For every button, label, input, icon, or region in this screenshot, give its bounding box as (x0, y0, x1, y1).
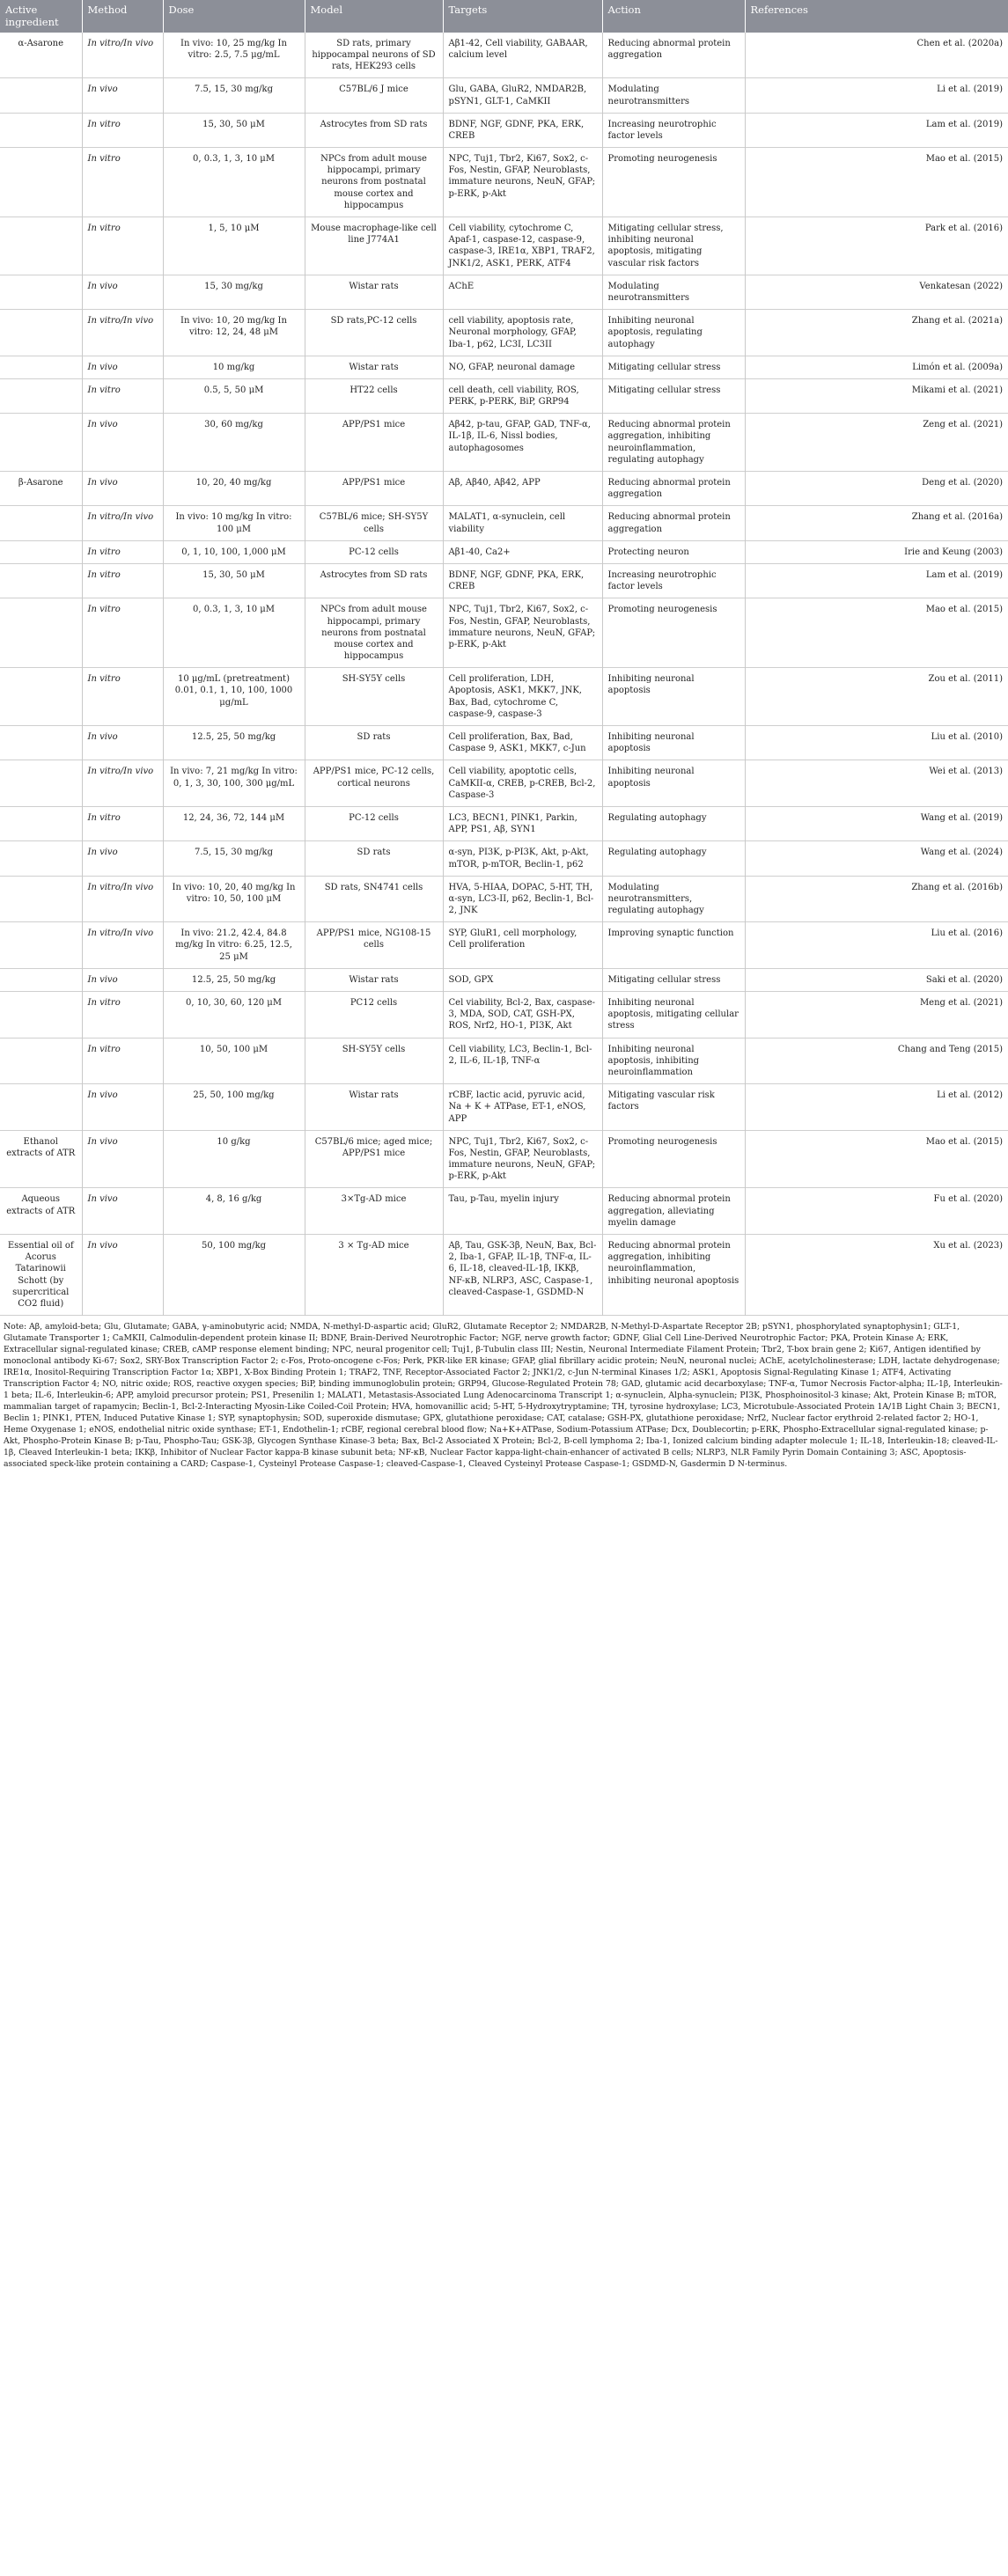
table-row (0, 113, 1008, 147)
cell-model: 3×Tg-AD mice (305, 1188, 443, 1235)
cell-targets: BDNF, NGF, GDNF, PKA, ERK, CREB (443, 113, 602, 147)
cell-ingredient: Aqueous extracts of ATR (0, 1188, 82, 1235)
cell-targets: Cell proliferation, Bax, Bad, Caspase 9, ASK1, MKK7, c-Jun (443, 726, 602, 760)
cell-method: In vivo (82, 726, 163, 760)
cell-reference: Xu et al. (2023) (933, 1241, 1003, 1251)
cell-model: APP/PS1 mice, NG108-15 cells (305, 922, 443, 969)
cell-method: In vitro (82, 113, 163, 147)
cell-dose: 25, 50, 100 mg/kg (163, 1084, 305, 1131)
cell-targets: NO, GFAP, neuronal damage (443, 356, 602, 378)
cell-method: In vitro/In vivo (82, 33, 163, 78)
cell-reference: Zhang et al. (2016b) (911, 882, 1003, 892)
cell-method: In vitro/In vivo (82, 506, 163, 540)
cell-ingredient (0, 414, 82, 472)
cell-reference: Venkatesan (2022) (919, 281, 1003, 291)
cell-dose: In vivo: 10, 20 mg/kg In vitro: 12, 24, 48 μM (163, 310, 305, 356)
cell-method: In vivo (82, 275, 163, 309)
cell-model: Astrocytes from SD rats (305, 113, 443, 147)
cell-dose: 12, 24, 36, 72, 144 μM (163, 806, 305, 840)
cell-targets: LC3, BECN1, PINK1, Parkin, APP, PS1, Aβ, SYN1 (443, 806, 602, 840)
cell-method: In vivo (82, 1130, 163, 1188)
cell-model: SD rats,PC-12 cells (305, 310, 443, 356)
cell-targets: NPC, Tuj1, Tbr2, Ki67, Sox2, c-Fos, Nestin, GFAP, Neuroblasts, immature neurons, NeuN, GFAP; p-ERK, p-Akt (443, 148, 602, 217)
cell-dose: In vivo: 21.2, 42.4, 84.8 mg/kg In vitro: 6.25, 12.5, 25 μM (163, 922, 305, 969)
cell-ingredient (0, 760, 82, 807)
cell-method: In vitro (82, 992, 163, 1038)
cell-model: Astrocytes from SD rats (305, 563, 443, 598)
cell-method: In vivo (82, 356, 163, 378)
cell-targets: Aβ1-42, Cell viability, GABAAR, calcium level (443, 33, 602, 78)
cell-action: Inhibiting neuronal apoptosis, mitigating cellular stress (602, 992, 745, 1038)
cell-method: In vivo (82, 841, 163, 876)
cell-reference: Fu et al. (2020) (933, 1194, 1003, 1205)
cell-targets: Aβ, Aβ40, Aβ42, APP (443, 472, 602, 506)
cell-model: PC12 cells (305, 992, 443, 1038)
table-row (0, 148, 1008, 217)
cell-reference: Zhang et al. (2021a) (911, 316, 1003, 327)
header-targets: Targets (443, 0, 602, 33)
cell-targets: α-syn, PI3K, p-PI3K, Akt, p-Akt, mTOR, p-mTOR, Beclin-1, p62 (443, 841, 602, 876)
cell-action: Inhibiting neuronal apoptosis (602, 726, 745, 760)
cell-method: In vivo (82, 414, 163, 472)
cell-action: Regulating autophagy (602, 841, 745, 876)
cell-targets: Cell viability, apoptotic cells, CaMKII-α, CREB, p-CREB, Bcl-2, Caspase-3 (443, 760, 602, 807)
cell-action: Improving synaptic function (602, 922, 745, 969)
header-references: References (745, 0, 1008, 33)
cell-reference: Mao et al. (2015) (925, 1136, 1003, 1147)
cell-reference: Zeng et al. (2021) (923, 420, 1003, 430)
cell-action: Reducing abnormal protein aggregation (602, 33, 745, 78)
cell-dose: 7.5, 15, 30 mg/kg (163, 78, 305, 113)
cell-dose: In vivo: 10, 20, 40 mg/kg In vitro: 10, 50, 100 μM (163, 876, 305, 922)
cell-action: Increasing neurotrophic factor levels (602, 563, 745, 598)
cell-model: HT22 cells (305, 378, 443, 413)
table-footnote: Note: Aβ, amyloid-beta; Glu, Glutamate; GABA, γ-aminobutyric acid; NMDA, N-methyl-D-aspartic acid; GluR2, Glutamate Receptor 2; NMDAR2B, N-Methyl-D-Aspartate Receptor 2B; pSYN1, phosphorylated synaptophysin1; GLT-1, Glutamate Transporter 1; CaMKII, Calmodulin-dependent protein kinase II; BDNF, Brain-Derived Neurotrophic Factor; NGF, nerve growth factor; GDNF, Glial Cell Line-Derived Neurotrophic Factor; PKA, Protein Kinase A; ERK, Extracellular signal-regulated kinase; CREB, cAMP response element binding; NPC, neural progenitor cell; Tuj1, β-Tubulin class III; Nestin, Neuronal Intermediate Filament Protein; Tbr2, T-box brain gene 2; Ki67, Antigen identified by monoclonal antibody Ki-67; Sox2, SRY-Box Transcription Factor 2; c-Fos, Proto-oncogene c-Fos; Perk, PKR-like ER kinase; GFAP, glial fibrillary acidic protein; NeuN, neuronal nuclei; AChE, acetylcholinesterase; LDH, lactate dehydrogenase; IRE1α, Inositol-Requiring Transcription Factor 1α; XBP1, X-Box Binding Protein 1; TRAF2, TNF, Receptor-Associated Factor 2; JNK1/2, c-Jun N-terminal Kinases 1/2; ASK1, Apoptosis Signal-Regulating Kinase 1; ATF4, Activating Transcription Factor 4; NO, nitric oxide; ROS, reactive oxygen species; BiP, binding immunoglobulin protein; GRP94, Glucose-Regulated Protein 78; GAD, glutamic acid decarboxylase; TNF-α, Tumor Necrosis Factor-alpha; IL-1β, Interleukin-1 beta; IL-6, Interleukin-6; APP, amyloid precursor protein; PS1, Presenilin 1; MALAT1, Metastasis-Associated Lung Adenocarcinoma Transcript 1; α-synuclein, Alpha-synuclein; PI3K, Phosphoinositol-3 kinase; Akt, Protein Kinase B; mTOR, mammalian target of rapamycin; Beclin-1, Bcl-2-Interacting Myosin-Like Coiled-Coil Protein; HVA, homovanillic acid; 5-HT, 5-Hydroxytryptamine; TH, tyrosine hydroxylase; LC3, Microtubule-Associated Protein 1A/1B Light Chain 3; BECN1, Beclin 1; PINK1, PTEN, Induced Putative Kinase 1; SYP, synaptophysin; SOD, superoxide dismutase; GPX, glutathione peroxidase; CAT, catalase; GSH-PX, glutathione peroxidase; Nrf2, Nuclear factor erythroid 2-related factor 2; HO-1, Heme Oxygenase 1; eNOS, endothelial nitric oxide synthase; ET-1, Endothelin-1; rCBF, regional cerebral blood flow; Na+K+ATPase, Sodium-Potassium ATPase; Dcx, Doublecortin; p-ERK, Phospho-Extracellular signal-regulated kinase; p-Akt, Phospho-Protein Kinase B; p-Tau, Phospho-Tau; GSK-3β, Glycogen Synthase Kinase-3 beta; Bax, Bcl-2 Associated X Protein; Bcl-2, B-cell lymphoma 2; Iba-1, Ionized calcium binding adapter molecule 1; IL-18, Interleukin-18; cleaved-IL-1β, Cleaved Interleukin-1 beta; IKKβ, Inhibitor of Nuclear Factor kappa-B kinase subunit beta; NF-κB, Nuclear Factor kappa-light-chain-enhancer of activated B cells; NLRP3, NLR Family Pyrin Domain Containing 3; ASC, Apoptosis-associated speck-like protein containing a CARD; Caspase-1, Cysteinyl Protease Caspase-1; cleaved-Caspase-1, Cleaved Cysteinyl Protease Caspase-1; GSDMD-N, Gasdermin D N-terminus. (4, 1322, 1003, 1470)
cell-reference: Wang et al. (2024) (920, 848, 1003, 858)
cell-method: In vitro/In vivo (82, 922, 163, 969)
cell-model: 3 × Tg-AD mice (305, 1235, 443, 1316)
cell-action: Promoting neurogenesis (602, 598, 745, 668)
cell-method: In vitro/In vivo (82, 876, 163, 922)
cell-dose: 10 μg/mL (pretreatment) 0.01, 0.1, 1, 10, 100, 1000 μg/mL (163, 668, 305, 726)
cell-method: In vivo (82, 1188, 163, 1235)
cell-model: SD rats (305, 726, 443, 760)
table-row (0, 876, 1008, 922)
cell-ingredient (0, 968, 82, 991)
cell-dose: 0, 10, 30, 60, 120 μM (163, 992, 305, 1038)
cell-ingredient (0, 668, 82, 726)
cell-reference: Mao et al. (2015) (925, 605, 1003, 615)
cell-reference: Chang and Teng (2015) (897, 1044, 1003, 1054)
cell-reference: Liu et al. (2010) (931, 732, 1003, 742)
cell-ingredient (0, 922, 82, 969)
cell-targets: Glu, GABA, GluR2, NMDAR2B, pSYN1, GLT-1, CaMKII (443, 78, 602, 113)
cell-action: Reducing abnormal protein aggregation, inhibiting neuroinflammation, regulating autophagy (602, 414, 745, 472)
cell-targets: Cell viability, LC3, Beclin-1, Bcl-2, IL-6, IL-1β, TNF-α (443, 1038, 602, 1084)
table-row (0, 33, 1008, 78)
cell-dose: 15, 30, 50 μM (163, 563, 305, 598)
cell-action: Mitigating cellular stress (602, 378, 745, 413)
cell-model: APP/PS1 mice, PC-12 cells, cortical neurons (305, 760, 443, 807)
cell-model: Wistar rats (305, 356, 443, 378)
cell-ingredient: β-Asarone (0, 472, 82, 506)
cell-model: SD rats, SN4741 cells (305, 876, 443, 922)
table-row (0, 760, 1008, 807)
cell-dose: 50, 100 mg/kg (163, 1235, 305, 1316)
cell-action: Mitigating cellular stress (602, 356, 745, 378)
cell-dose: In vivo: 10, 25 mg/kg In vitro: 2.5, 7.5 μg/mL (163, 33, 305, 78)
table-row (0, 668, 1008, 726)
cell-action: Reducing abnormal protein aggregation (602, 472, 745, 506)
cell-targets: Cell viability, cytochrome C, Apaf-1, caspase-12, caspase-9, caspase-3, IRE1α, XBP1, TRAF2, JNK1/2, ASK1, PERK, ATF4 (443, 217, 602, 275)
cell-ingredient: Essential oil of Acorus Tatarinowii Schott (by supercritical CO2 fluid) (0, 1235, 82, 1316)
cell-method: In vivo (82, 968, 163, 991)
cell-model: C57BL/6 J mice (305, 78, 443, 113)
cell-targets: NPC, Tuj1, Tbr2, Ki67, Sox2, c-Fos, Nestin, GFAP, Neuroblasts, immature neurons, NeuN, GFAP; p-ERK, p-Akt (443, 1130, 602, 1188)
cell-ingredient (0, 217, 82, 275)
cell-action: Mitigating cellular stress, inhibiting neuronal apoptosis, mitigating vascular risk factors (602, 217, 745, 275)
cell-action: Reducing abnormal protein aggregation, alleviating myelin damage (602, 1188, 745, 1235)
cell-targets: rCBF, lactic acid, pyruvic acid, Na + K + ATPase, ET-1, eNOS, APP (443, 1084, 602, 1131)
cell-action: Inhibiting neuronal apoptosis, regulating autophagy (602, 310, 745, 356)
cell-action: Mitigating vascular risk factors (602, 1084, 745, 1131)
cell-ingredient (0, 540, 82, 563)
cell-model: SH-SY5Y cells (305, 1038, 443, 1084)
cell-model: SD rats, primary hippocampal neurons of SD rats, HEK293 cells (305, 33, 443, 78)
cell-ingredient (0, 1038, 82, 1084)
cell-targets: Aβ1-40, Ca2+ (443, 540, 602, 563)
cell-action: Reducing abnormal protein aggregation, inhibiting neuroinflammation, inhibiting neuronal apoptosis (602, 1235, 745, 1316)
cell-model: APP/PS1 mice (305, 414, 443, 472)
cell-ingredient (0, 378, 82, 413)
cell-targets: SYP, GluR1, cell morphology, Cell proliferation (443, 922, 602, 969)
table-row (0, 968, 1008, 991)
cell-targets: Tau, p-Tau, myelin injury (443, 1188, 602, 1235)
table-row (0, 275, 1008, 309)
table-row (0, 540, 1008, 563)
cell-reference: Chen et al. (2020a) (916, 38, 1003, 48)
cell-targets: Aβ, Tau, GSK-3β, NeuN, Bax, Bcl-2, Iba-1, GFAP, IL-1β, TNF-α, IL-6, IL-18, cleaved-IL-1β, IKKβ, NF-κB, NLRP3, ASC, Caspase-1, cleaved-Caspase-1, GSDMD-N (443, 1235, 602, 1316)
cell-reference: Deng et al. (2020) (922, 478, 1003, 488)
table-row (0, 563, 1008, 598)
cell-ingredient (0, 1084, 82, 1131)
cell-method: In vitro (82, 148, 163, 217)
table-row (0, 378, 1008, 413)
cell-targets: MALAT1, α-synuclein, cell viability (443, 506, 602, 540)
cell-dose: 10 mg/kg (163, 356, 305, 378)
cell-action: Increasing neurotrophic factor levels (602, 113, 745, 147)
cell-method: In vivo (82, 1084, 163, 1131)
cell-targets: cell death, cell viability, ROS, PERK, p-PERK, BiP, GRP94 (443, 378, 602, 413)
table-row (0, 78, 1008, 113)
table-row (0, 356, 1008, 378)
cell-model: NPCs from adult mouse hippocampi, primary neurons from postnatal mouse cortex and hippocampus (305, 598, 443, 668)
cell-reference: Liu et al. (2016) (931, 928, 1003, 939)
cell-ingredient: α-Asarone (0, 33, 82, 78)
cell-targets: SOD, GPX (443, 968, 602, 991)
cell-method: In vivo (82, 1235, 163, 1316)
cell-ingredient (0, 275, 82, 309)
cell-model: C57BL/6 mice; aged mice; APP/PS1 mice (305, 1130, 443, 1188)
header-method: Method (82, 0, 163, 33)
cell-dose: 4, 8, 16 g/kg (163, 1188, 305, 1235)
cell-method: In vivo (82, 78, 163, 113)
cell-method: In vitro/In vivo (82, 310, 163, 356)
cell-dose: 0, 0.3, 1, 3, 10 μM (163, 598, 305, 668)
table-row (0, 472, 1008, 506)
cell-reference: Zou et al. (2011) (928, 674, 1003, 685)
table-row (0, 217, 1008, 275)
cell-targets: NPC, Tuj1, Tbr2, Ki67, Sox2, c-Fos, Nestin, GFAP, Neuroblasts, immature neurons, NeuN, GFAP; p-ERK, p-Akt (443, 598, 602, 668)
cell-model: NPCs from adult mouse hippocampi, primary neurons from postnatal mouse cortex and hippocampus (305, 148, 443, 217)
cell-action: Promoting neurogenesis (602, 1130, 745, 1188)
cell-model: PC-12 cells (305, 540, 443, 563)
cell-reference: Wang et al. (2019) (920, 812, 1003, 823)
cell-action: Mitigating cellular stress (602, 968, 745, 991)
cell-method: In vitro (82, 598, 163, 668)
cell-action: Inhibiting neuronal apoptosis (602, 760, 745, 807)
cell-method: In vitro (82, 806, 163, 840)
cell-reference: Saki et al. (2020) (925, 974, 1003, 985)
cell-action: Modulating neurotransmitters, regulating autophagy (602, 876, 745, 922)
cell-ingredient (0, 148, 82, 217)
cell-ingredient: Ethanol extracts of ATR (0, 1130, 82, 1188)
cell-reference: Irie and Keung (2003) (904, 547, 1003, 557)
cell-reference: Limón et al. (2009a) (912, 362, 1003, 372)
cell-reference: Meng et al. (2021) (919, 998, 1003, 1008)
cell-method: In vitro (82, 563, 163, 598)
cell-dose: 10 g/kg (163, 1130, 305, 1188)
cell-action: Regulating autophagy (602, 806, 745, 840)
cell-ingredient (0, 992, 82, 1038)
cell-action: Inhibiting neuronal apoptosis (602, 668, 745, 726)
table-body (0, 33, 1008, 1316)
cell-reference: Zhang et al. (2016a) (911, 512, 1003, 523)
cell-ingredient (0, 598, 82, 668)
cell-reference: Lam et al. (2019) (925, 119, 1003, 129)
cell-reference: Wei et al. (2013) (929, 767, 1003, 777)
cell-ingredient (0, 806, 82, 840)
cell-dose: 12.5, 25, 50 mg/kg (163, 726, 305, 760)
cell-method: In vitro (82, 217, 163, 275)
cell-action: Inhibiting neuronal apoptosis, inhibiting neuroinflammation (602, 1038, 745, 1084)
cell-method: In vitro (82, 540, 163, 563)
header-model: Model (305, 0, 443, 33)
table-row (0, 1038, 1008, 1084)
cell-targets: cell viability, apoptosis rate, Neuronal morphology, GFAP, Iba-1, p62, LC3I, LC3II (443, 310, 602, 356)
cell-model: APP/PS1 mice (305, 472, 443, 506)
cell-action: Modulating neurotransmitters (602, 275, 745, 309)
header-row (0, 0, 1008, 33)
header-action: Action (602, 0, 745, 33)
table-header (0, 0, 1008, 33)
cell-action: Reducing abnormal protein aggregation (602, 506, 745, 540)
cell-reference: Mao et al. (2015) (925, 154, 1003, 165)
cell-model: Wistar rats (305, 1084, 443, 1131)
cell-ingredient (0, 841, 82, 876)
cell-ingredient (0, 113, 82, 147)
cell-ingredient (0, 563, 82, 598)
cell-ingredient (0, 356, 82, 378)
table-row (0, 598, 1008, 668)
cell-targets: Cel viability, Bcl-2, Bax, caspase-3, MDA, SOD, CAT, GSH-PX, ROS, Nrf2, HO-1, PI3K, Akt (443, 992, 602, 1038)
cell-dose: 12.5, 25, 50 mg/kg (163, 968, 305, 991)
cell-ingredient (0, 78, 82, 113)
table-row (0, 1130, 1008, 1188)
cell-dose: 7.5, 15, 30 mg/kg (163, 841, 305, 876)
cell-dose: 10, 20, 40 mg/kg (163, 472, 305, 506)
cell-reference: Park et al. (2016) (924, 224, 1003, 233)
cell-ingredient (0, 726, 82, 760)
table-row (0, 1188, 1008, 1235)
cell-dose: 0.5, 5, 50 μM (163, 378, 305, 413)
table-row (0, 726, 1008, 760)
cell-targets: Aβ42, p-tau, GFAP, GAD, TNF-α, IL-1β, IL-6, Nissl bodies, autophagosomes (443, 414, 602, 472)
cell-action: Protecting neuron (602, 540, 745, 563)
table-row (0, 1235, 1008, 1316)
cell-dose: 10, 50, 100 μM (163, 1038, 305, 1084)
table-row (0, 506, 1008, 540)
cell-model: Wistar rats (305, 968, 443, 991)
cell-model: C57BL/6 mice; SH-SY5Y cells (305, 506, 443, 540)
table-row (0, 992, 1008, 1038)
table-row (0, 310, 1008, 356)
cell-targets: BDNF, NGF, GDNF, PKA, ERK, CREB (443, 563, 602, 598)
cell-dose: 15, 30, 50 μM (163, 113, 305, 147)
cell-method: In vitro (82, 668, 163, 726)
cell-model: Wistar rats (305, 275, 443, 309)
cell-model: Mouse macrophage-like cell line J774A1 (305, 217, 443, 275)
table-row (0, 414, 1008, 472)
cell-method: In vivo (82, 472, 163, 506)
cell-dose: 15, 30 mg/kg (163, 275, 305, 309)
cell-reference: Li et al. (2019) (937, 84, 1003, 95)
cell-targets: Cell proliferation, LDH, Apoptosis, ASK1, MKK7, JNK, Bax, Bad, cytochrome C, caspase-9, caspase-3 (443, 668, 602, 726)
cell-dose: 1, 5, 10 μM (163, 217, 305, 275)
cell-dose: 0, 0.3, 1, 3, 10 μM (163, 148, 305, 217)
table-row (0, 922, 1008, 969)
cell-dose: 0, 1, 10, 100, 1,000 μM (163, 540, 305, 563)
table-row (0, 841, 1008, 876)
cell-method: In vitro (82, 378, 163, 413)
cell-reference: Li et al. (2012) (937, 1090, 1003, 1101)
header-dose: Dose (163, 0, 305, 33)
cell-ingredient (0, 310, 82, 356)
cell-ingredient (0, 876, 82, 922)
cell-dose: 30, 60 mg/kg (163, 414, 305, 472)
table-row (0, 1084, 1008, 1131)
cell-model: SH-SY5Y cells (305, 668, 443, 726)
cell-reference: Lam et al. (2019) (925, 569, 1003, 580)
cell-model: PC-12 cells (305, 806, 443, 840)
cell-reference: Mikami et al. (2021) (911, 385, 1003, 395)
cell-targets: HVA, 5-HIAA, DOPAC, 5-HT, TH, α-syn, LC3-II, p62, Beclin-1, Bcl-2, JNK (443, 876, 602, 922)
cell-action: Modulating neurotransmitters (602, 78, 745, 113)
cell-model: SD rats (305, 841, 443, 876)
cell-action: Promoting neurogenesis (602, 148, 745, 217)
cell-method: In vitro (82, 1038, 163, 1084)
cell-targets: AChE (443, 275, 602, 309)
header-ingredient: Active ingredient (0, 0, 82, 33)
cell-method: In vitro/In vivo (82, 760, 163, 807)
cell-dose: In vivo: 10 mg/kg In vitro: 100 μM (163, 506, 305, 540)
table-row (0, 806, 1008, 840)
cell-ingredient (0, 506, 82, 540)
cell-dose: In vivo: 7, 21 mg/kg In vitro: 0, 1, 3, 30, 100, 300 μg/mL (163, 760, 305, 807)
